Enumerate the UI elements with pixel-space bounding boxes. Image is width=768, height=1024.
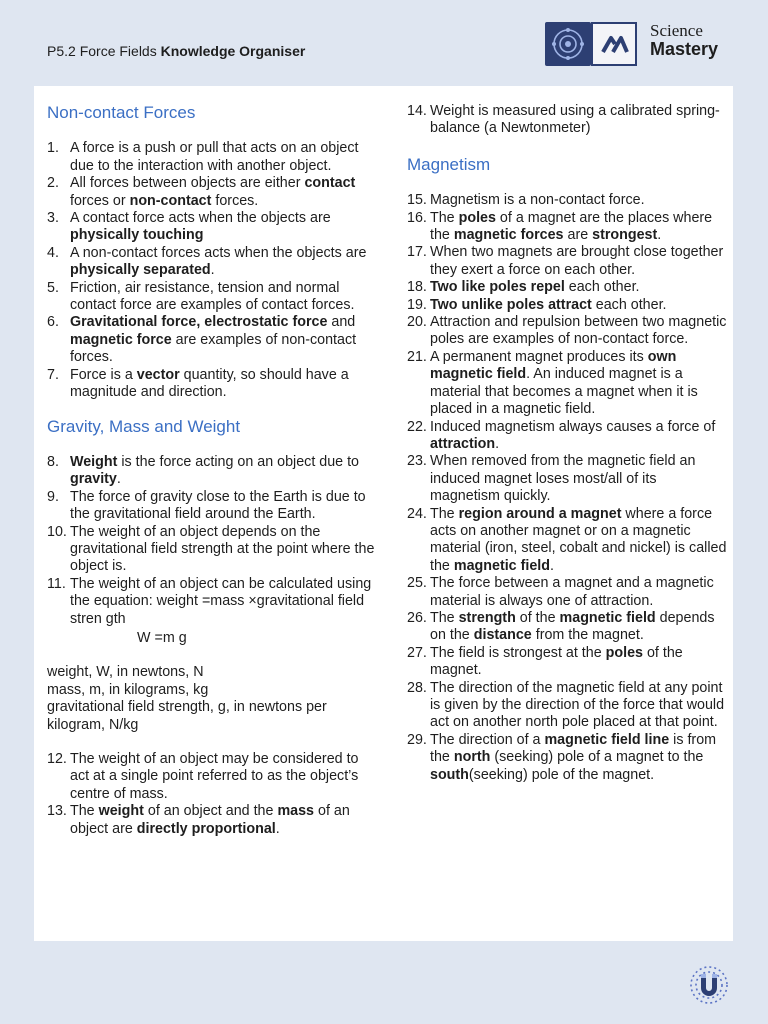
list-item [47,803,377,838]
item-text: The weight of an object depends on the gravitational field strength at the point where the object is. [70,523,375,575]
definitions [47,664,377,734]
definition-line: weight, W, in newtons, N [47,664,204,681]
list-item [47,175,377,210]
list-item [407,349,727,419]
subtitle-label: Knowledge Organiser [160,43,306,59]
item-text: Two like poles repel each other. [430,279,640,296]
definition-line: gravitational field strength, g, in newtons per kilogram, N/kg [47,699,327,733]
item-number: 23. [407,453,427,470]
item-text: A non-contact forces acts when the objects are physically separated. [70,244,367,279]
content-panel [34,86,733,941]
item-text: Magnetism is a non-contact force. [430,192,645,209]
item-text: A contact force acts when the objects are physically touching [70,210,331,244]
gravity-list-cont [47,751,377,838]
list-item [47,314,377,366]
item-text: Friction, air resistance, tension and normal contact force are examples of contact forces. [70,279,355,314]
item-number: 8. [47,453,59,470]
item-text: All forces between objects are either contact forces or non-contact forces. [70,175,356,209]
list-item [47,140,377,175]
item-text: Force is a vector quantity, so should have a magnitude and direction. [70,366,349,401]
list-item [47,280,377,315]
list-item [407,453,727,505]
right-column [407,103,727,784]
brand-line1: Science [650,21,703,40]
list-item [407,279,727,296]
topic-label: P5.2 Force Fields [47,43,157,59]
section-title-non-contact: Non-contact Forces [47,103,196,122]
item-number: 11. [47,575,66,592]
list-item [407,506,727,576]
item-text: The weight of an object and the mass of an object are directly proportional. [70,803,350,837]
item-text: When two magnets are brought close together they exert a force on each other. [430,244,724,278]
item-number: 19. [407,296,427,313]
item-text: Gravitational force, electrostatic force and magnetic force are examples of non-contact forces. [70,314,357,366]
magnetism-list [407,192,727,784]
list-item [407,645,727,680]
item-number: 21. [407,348,427,365]
list-item [47,751,377,803]
item-number: 20. [407,314,427,331]
item-text: The force between a magnet and a magnetic material is always one of attraction. [430,575,714,609]
list-item [407,210,727,245]
item-number: 15. [407,192,427,209]
brand-name [650,22,718,58]
item-number: 5. [47,279,59,296]
item-number: 2. [47,175,59,192]
list-item [407,297,727,314]
magnet-logo-icon [684,960,734,1010]
item-text: The weight of an object may be considered to act at a single point referred to as the object’s centre of mass. [70,751,359,802]
item-text: The region around a magnet where a force acts on another magnet or on a magnetic material (iron, steel, cobalt and nickel) is called the magnetic field. [430,505,727,574]
list-item [407,103,727,138]
gravity-list [47,454,377,628]
mastery-logo-icon [591,22,637,66]
item-text: A force is a push or pull that acts on an object due to the interaction with another object. [70,140,359,174]
list-item [407,192,727,209]
list-item [407,610,727,645]
item-number: 26. [407,609,427,626]
item-text: Two unlike poles attract each other. [430,296,667,313]
item-number: 6. [47,314,59,331]
item-number: 9. [47,488,59,505]
item-number: 17. [407,244,427,261]
item-text: The weight of an object can be calculated using the equation: weight =mass ×gravitational field stren gth [70,575,372,627]
item-number: 28. [407,679,427,696]
list-item [47,524,377,576]
item-text: The force of gravity close to the Earth is due to the gravitational field around the Earth. [70,488,366,523]
item-text: Attraction and repulsion between two magnetic poles are examples of non-contact force. [430,314,727,348]
list-item [407,680,727,732]
item-number: 3. [47,210,59,227]
item-number: 1. [47,140,59,157]
definition-line: mass, m, in kilograms, kg [47,681,209,698]
equation: W =m g [137,629,187,646]
item-text: The poles of a magnet are the places where the magnetic forces are strongest. [430,209,713,244]
list-item [407,419,727,454]
item-text: A permanent magnet produces its own magnetic field. An induced magnet is a material that becomes a magnet when it is placed in a magnetic field. [430,348,698,418]
item-text: Induced magnetism always causes a force of attraction. [430,418,716,452]
item-text: Weight is measured using a calibrated spring-balance (a Newtonmeter) [430,103,720,137]
list-item [47,245,377,280]
list-item [47,367,377,402]
section-title-gravity: Gravity, Mass and Weight [47,416,241,436]
item-text: The field is strongest at the poles of the magnet. [430,644,683,679]
list-item [407,732,727,784]
item-text: The strength of the magnetic field depends on the distance from the magnet. [430,609,715,644]
brand-line2: Mastery [650,39,719,59]
item-number: 4. [47,244,59,261]
item-text: When removed from the magnetic field an induced magnet loses most/all of its magnetism quickly. [430,453,696,505]
list-item [407,244,727,279]
weight-measure-list [407,103,727,138]
item-number: 18. [407,279,427,296]
list-item [47,210,377,245]
list-item [47,489,377,524]
item-text: Weight is the force acting on an object due to gravity. [70,453,360,488]
item-number: 22. [407,418,427,435]
list-item [407,575,727,610]
list-item [47,576,377,628]
item-number: 7. [47,366,59,383]
item-number: 10. [47,523,67,540]
item-number: 12. [47,751,67,767]
left-column [47,104,377,838]
list-item [407,314,727,349]
atom-logo-icon [545,22,591,66]
item-number: 27. [407,644,427,661]
section-title-magnetism: Magnetism [407,154,491,174]
non-contact-list [47,140,377,401]
item-number: 25. [407,575,427,592]
item-text: The direction of the magnetic field at any point is given by the direction of the force that would act on another north pole placed at that point. [430,679,725,731]
list-item [47,454,377,489]
item-number: 29. [407,731,427,748]
item-number: 16. [407,209,427,226]
item-text: The direction of a magnetic field line is from the north (seeking) pole of a magnet to the south(seeking) pole of the magnet. [430,731,717,783]
item-number: 14. [407,103,427,119]
item-number: 13. [47,803,67,820]
item-number: 24. [407,505,427,522]
page-header-title [47,43,305,59]
